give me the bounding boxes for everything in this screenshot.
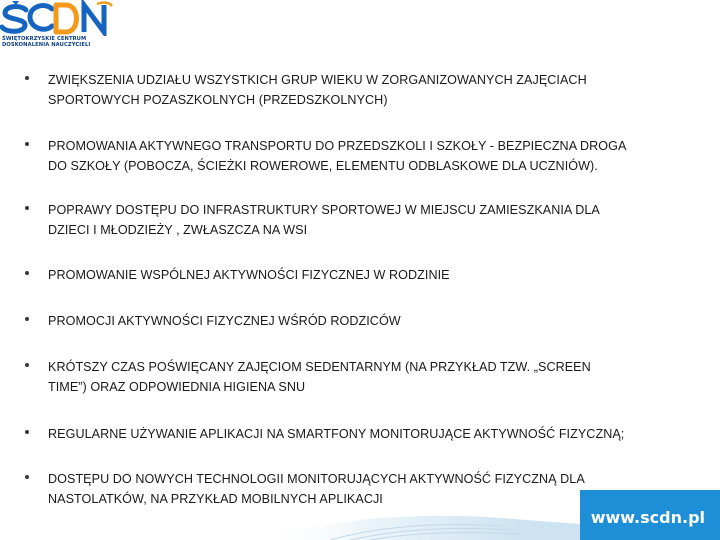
bullet-icon (25, 206, 29, 210)
list-item-line: DZIECI I MŁODZIEŻY , ZWŁASZCZA NA WSI (48, 223, 308, 237)
list-item-line: TIME”) ORAZ ODPOWIEDNIA HIGIENA SNU (48, 380, 306, 394)
list-item-line: KRÓTSZY CZAS POŚWIĘCANY ZAJĘCIOM SEDENTARNYM (NA PRZYKŁAD TZW. „SCREEN (48, 360, 591, 374)
list-item-line: ZWIĘKSZENIA UDZIAŁU WSZYSTKICH GRUP WIEKU W ZORGANIZOWANYCH ZAJĘCIACH (48, 73, 587, 87)
bullet-icon (25, 363, 29, 367)
bullet-icon (25, 317, 29, 321)
list-item-line: PROMOCJI AKTYWNOŚCI FIZYCZNEJ WŚRÓD RODZICÓW (48, 314, 401, 328)
url-banner (580, 490, 720, 540)
list-item-line: PROMOWANIE WSPÓLNEJ AKTYWNOŚCI FIZYCZNEJ W RODZINIE (48, 268, 450, 282)
list-item-line: NASTOLATKÓW, NA PRZYKŁAD MOBILNYCH APLIKACJI (48, 492, 383, 506)
list-item-line: PROMOWANIA AKTYWNEGO TRANSPORTU DO PRZEDSZKOLI I SZKOŁY - BEZPIECZNA DROGA (48, 139, 627, 153)
list-item-line: SPORTOWYCH POZASZKOLNYCH (PRZEDSZKOLNYCH) (48, 93, 388, 107)
list-item-line: REGULARNE UŻYWANIE APLIKACJI NA SMARTFONY MONITORUJĄCE AKTYWNOŚĆ FIZYCZNĄ; (48, 427, 625, 441)
logo-subtitle-line1: ŚWIĘTOKRZYSKIE CENTRUM (2, 36, 87, 42)
list-item-line: DO SZKOŁY (POBOCZA, ŚCIEŻKI ROWEROWE, ELEMENTU ODBLASKOWE DLA UCZNIÓW). (48, 159, 598, 173)
bullet-icon (25, 142, 29, 146)
bullet-icon (25, 475, 29, 479)
bullet-icon (25, 271, 29, 275)
list-item-line: POPRAWY DOSTĘPU DO INFRASTRUKTURY SPORTOWEJ W MIEJSCU ZAMIESZKANIA DLA (48, 203, 600, 217)
bullet-icon (25, 430, 29, 434)
bullet-icon (25, 76, 29, 80)
logo-subtitle-line2: DOSKONALENIA NAUCZYCIELI (2, 42, 91, 48)
website-link[interactable]: www.scdn.pl (590, 508, 705, 527)
footer (0, 488, 720, 540)
list-item-line: DOSTĘPU DO NOWYCH TECHNOLOGII MONITORUJĄCYCH AKTYWNOŚĆ FIZYCZNĄ DLA (48, 472, 585, 486)
